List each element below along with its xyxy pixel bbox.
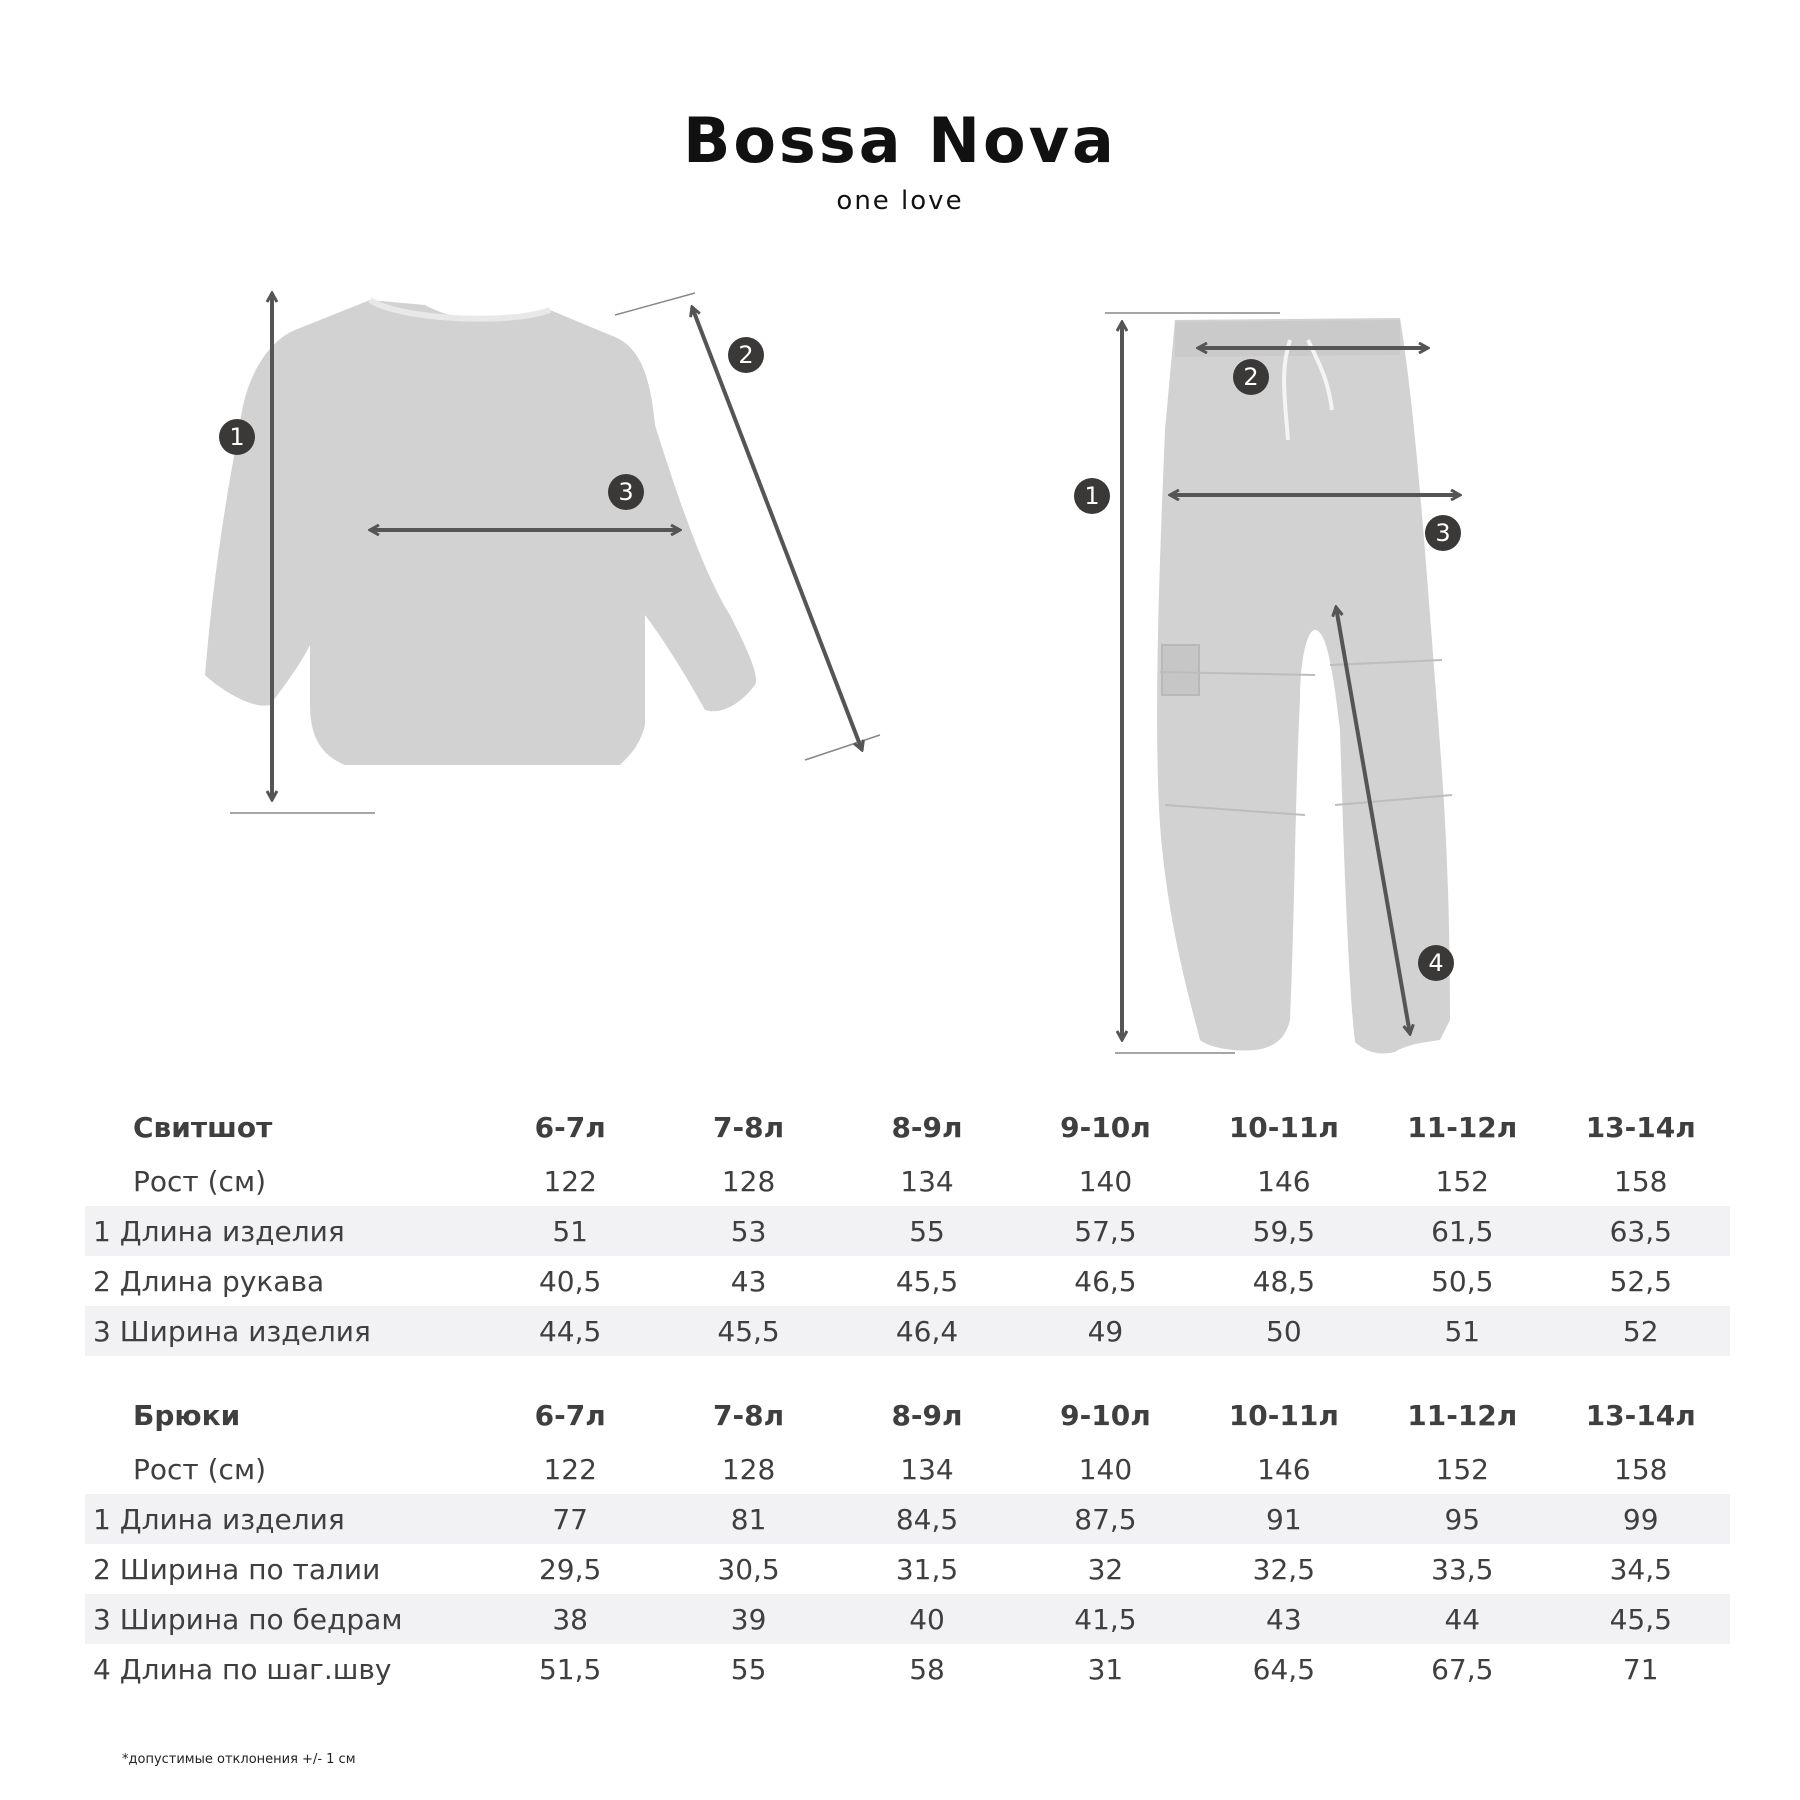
table-title: Свитшот <box>133 1110 273 1144</box>
cell: 57,5 <box>1016 1206 1194 1256</box>
cell: 51 <box>1373 1306 1551 1356</box>
marker-2 <box>728 337 764 373</box>
row-label: 4 Длина по шаг.шву <box>93 1652 392 1686</box>
cell: 64,5 <box>1252 1652 1316 1686</box>
svg-text:3: 3 <box>618 478 634 506</box>
cell: 152 <box>1435 1452 1489 1486</box>
cell: 77 <box>481 1494 659 1544</box>
pants-shape <box>1157 318 1450 1054</box>
tolerance-footnote: *допустимые отклонения +/- 1 см <box>122 1752 356 1767</box>
cell: 63,5 <box>1551 1206 1730 1256</box>
cell: 122 <box>543 1164 597 1198</box>
cell: 146 <box>1257 1164 1311 1198</box>
cell: 52 <box>1551 1306 1730 1356</box>
size-header: 10-11л <box>1228 1110 1339 1144</box>
cell: 45,5 <box>895 1264 959 1298</box>
size-header: 8-9л <box>891 1398 963 1432</box>
marker-1 <box>219 419 255 455</box>
cell: 34,5 <box>1609 1552 1672 1586</box>
size-header: 10-11л <box>1228 1398 1339 1432</box>
cell: 32 <box>1087 1552 1124 1586</box>
cell: 31,5 <box>895 1552 959 1586</box>
svg-text:4: 4 <box>1428 949 1444 977</box>
svg-text:3: 3 <box>1435 519 1451 547</box>
row-label: 3 Ширина изделия <box>85 1306 481 1356</box>
table-title: Брюки <box>133 1398 241 1432</box>
cell: 128 <box>721 1452 776 1486</box>
row-label: 2 Ширина по талии <box>93 1552 381 1586</box>
cell: 134 <box>900 1452 954 1486</box>
cell: 61,5 <box>1373 1206 1551 1256</box>
cell: 158 <box>1614 1452 1668 1486</box>
cell: 33,5 <box>1431 1552 1494 1586</box>
cell: 48,5 <box>1252 1264 1316 1298</box>
pants-diagram <box>1070 300 1530 1060</box>
cell: 38 <box>481 1594 659 1644</box>
cell: 53 <box>659 1206 837 1256</box>
cell: 50 <box>1195 1306 1373 1356</box>
cell: 44 <box>1373 1594 1551 1644</box>
cell: 43 <box>1195 1594 1373 1644</box>
cell: 29,5 <box>538 1552 602 1586</box>
table-row <box>85 1306 1730 1356</box>
cell: 140 <box>1078 1164 1133 1198</box>
svg-text:1: 1 <box>1084 482 1100 510</box>
cell: 50,5 <box>1431 1264 1494 1298</box>
cell: 45,5 <box>659 1306 837 1356</box>
marker-1 <box>1074 478 1110 514</box>
row-label: Рост (см) <box>133 1164 266 1198</box>
cell: 55 <box>730 1652 767 1686</box>
cell: 32,5 <box>1252 1552 1316 1586</box>
row-label: 1 Длина изделия <box>85 1494 481 1544</box>
row-label: 2 Длина рукава <box>93 1264 325 1298</box>
cell: 152 <box>1435 1164 1489 1198</box>
sweatshirt-diagram <box>200 285 900 845</box>
size-header: 6-7л <box>534 1398 606 1432</box>
sweatshirt-size-table <box>85 1098 1730 1356</box>
cell: 40,5 <box>538 1264 602 1298</box>
cell: 45,5 <box>1551 1594 1730 1644</box>
table-header-row <box>85 1098 1730 1156</box>
sweatshirt-shape <box>205 300 756 765</box>
table-row <box>85 1444 1730 1494</box>
cell: 91 <box>1195 1494 1373 1544</box>
cell: 59,5 <box>1195 1206 1373 1256</box>
size-header: 13-14л <box>1585 1110 1696 1144</box>
cell: 51 <box>481 1206 659 1256</box>
cell: 58 <box>909 1652 945 1686</box>
cell: 40 <box>838 1594 1016 1644</box>
size-header: 11-12л <box>1407 1110 1518 1144</box>
svg-text:2: 2 <box>738 341 754 369</box>
cell: 146 <box>1257 1452 1311 1486</box>
pants-size-table <box>85 1386 1730 1694</box>
cell: 49 <box>1016 1306 1194 1356</box>
cell: 134 <box>900 1164 954 1198</box>
cell: 43 <box>730 1264 767 1298</box>
table-row <box>85 1494 1730 1544</box>
cell: 31 <box>1087 1652 1124 1686</box>
marker-3 <box>1425 515 1461 551</box>
table-header-row <box>85 1386 1730 1444</box>
cell: 51,5 <box>538 1652 602 1686</box>
cell: 39 <box>659 1594 837 1644</box>
cell: 46,4 <box>838 1306 1016 1356</box>
cell: 46,5 <box>1074 1264 1137 1298</box>
marker-4 <box>1418 945 1454 981</box>
table-row <box>85 1594 1730 1644</box>
cell: 122 <box>543 1452 597 1486</box>
cell: 128 <box>721 1164 776 1198</box>
cell: 81 <box>659 1494 837 1544</box>
row-label: Рост (см) <box>133 1452 266 1486</box>
cell: 95 <box>1373 1494 1551 1544</box>
brand-header <box>0 104 1800 216</box>
size-header: 8-9л <box>891 1110 963 1144</box>
cell: 41,5 <box>1016 1594 1194 1644</box>
size-header: 11-12л <box>1407 1398 1518 1432</box>
size-header: 9-10л <box>1060 1398 1151 1432</box>
row-label: 3 Ширина по бедрам <box>85 1594 481 1644</box>
cell: 44,5 <box>481 1306 659 1356</box>
cell: 71 <box>1622 1652 1659 1686</box>
table-row <box>85 1206 1730 1256</box>
table-row <box>85 1256 1730 1306</box>
size-header: 7-8л <box>713 1398 785 1432</box>
cell: 87,5 <box>1016 1494 1194 1544</box>
size-header: 6-7л <box>534 1110 606 1144</box>
cell: 140 <box>1078 1452 1133 1486</box>
marker-2 <box>1233 359 1269 395</box>
brand-logo: Bossa Nova <box>683 104 1117 177</box>
size-header: 9-10л <box>1060 1110 1151 1144</box>
table-row <box>85 1644 1730 1694</box>
cell: 84,5 <box>838 1494 1016 1544</box>
svg-text:2: 2 <box>1243 363 1259 391</box>
marker-3 <box>608 474 644 510</box>
cell: 30,5 <box>717 1552 780 1586</box>
cell: 158 <box>1614 1164 1668 1198</box>
cell: 52,5 <box>1609 1264 1672 1298</box>
cell: 67,5 <box>1431 1652 1494 1686</box>
row-label: 1 Длина изделия <box>85 1206 481 1256</box>
cell: 55 <box>838 1206 1016 1256</box>
size-header: 13-14л <box>1585 1398 1696 1432</box>
table-row <box>85 1544 1730 1594</box>
size-header: 7-8л <box>713 1110 785 1144</box>
table-row <box>85 1156 1730 1206</box>
brand-tagline: one love <box>836 186 964 216</box>
svg-text:1: 1 <box>229 423 245 451</box>
cell: 99 <box>1551 1494 1730 1544</box>
